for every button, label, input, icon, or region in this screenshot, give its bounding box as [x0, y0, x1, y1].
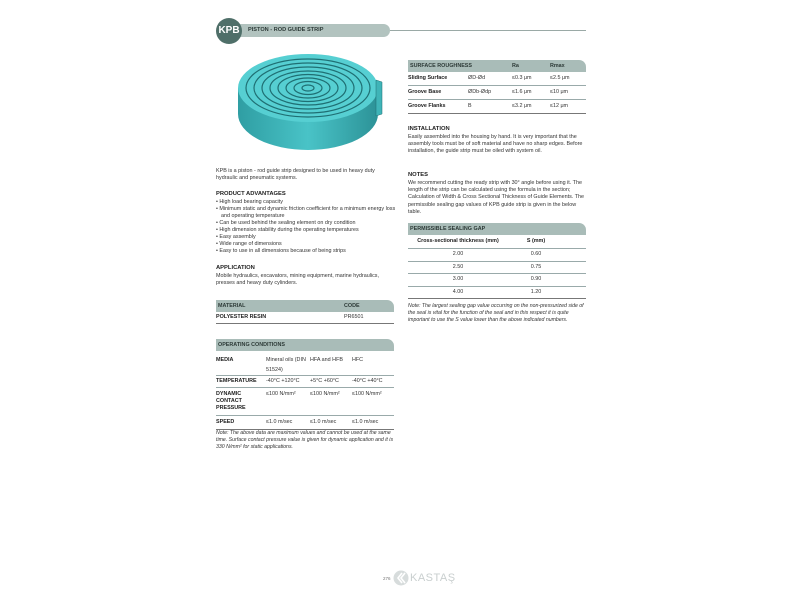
- table-row: [408, 274, 586, 287]
- row-label: SPEED: [216, 419, 235, 425]
- operating-table-title: OPERATING CONDITIONS: [218, 342, 285, 348]
- page-number: 276: [383, 576, 391, 581]
- ra-value: ≤0.3 μm: [512, 75, 532, 81]
- table-row: [408, 86, 586, 100]
- intro-text: KPB is a piston - rod guide strip designed to be used in heavy duty hydraulic and pneumatic systems.: [216, 168, 375, 182]
- material-name: POLYESTER RESIN: [216, 314, 267, 320]
- roughness-table-header: [408, 60, 586, 72]
- cell-value: ≤1.0 m/sec: [266, 419, 293, 425]
- header-surface-roughness: SURFACE ROUGHNESS: [410, 63, 472, 69]
- gap-column-headers: [408, 235, 586, 249]
- notes-section: [408, 172, 590, 217]
- thickness-value: 3.00: [452, 276, 464, 282]
- advantage-item: • Can be used behind the sealing element on dry condition: [216, 220, 396, 227]
- material-code: PR6501: [344, 314, 364, 320]
- header-material: MATERIAL: [218, 303, 246, 309]
- thickness-value: 2.00: [452, 251, 464, 257]
- product-advantages-section: [216, 191, 396, 255]
- advantage-item: • Easy assembly: [216, 234, 396, 241]
- row-label: MEDIA: [216, 357, 234, 363]
- advantage-item: • High load bearing capacity: [216, 199, 396, 206]
- gap-note: Note: The largest sealing gap value occurring on the non-pressurized side of the seal is vital for the function of the seal and in this respect it is quite important to use the S value lower than the above indicated numbers.: [408, 303, 584, 324]
- cell-value: ≤1.0 m/sec: [310, 419, 337, 425]
- row-label: TEMPERATURE: [216, 378, 257, 384]
- row-label: DYNAMIC CONTACT PRESSURE: [216, 391, 246, 411]
- brand-name: KASTAŞ: [410, 572, 456, 584]
- kastas-logo-icon: [393, 570, 409, 586]
- table-row: [408, 100, 586, 114]
- application-section: [216, 265, 396, 287]
- gap-table-title: PERMISSIBLE SEALING GAP: [410, 226, 486, 232]
- table-row: [216, 351, 394, 376]
- ra-value: ≤3.2 μm: [512, 103, 532, 109]
- header-rule: [390, 30, 586, 31]
- s-value: 0.75: [530, 263, 542, 270]
- header-thickness: Cross-sectional thickness (mm): [417, 238, 499, 244]
- thickness-value: 2.50: [452, 263, 464, 270]
- thickness-value: 4.00: [452, 288, 464, 295]
- header-s: S (mm): [526, 238, 546, 244]
- surface-symbol: ØD-Ød: [468, 75, 486, 81]
- application-text: Mobile hydraulics, excavators, mining equipment, marine hydraulics, presses and heavy duty cylinders.: [216, 272, 379, 286]
- table-row: [216, 376, 394, 388]
- table-row: [216, 312, 394, 324]
- cell-value: -40°C +40°C: [352, 378, 383, 384]
- cell-value: ≤1.0 m/sec: [352, 419, 379, 425]
- cell-value: Mineral oils (DIN 51524): [266, 357, 306, 373]
- material-table-header: [216, 300, 394, 312]
- installation-text: Easily assembled into the housing by hand. It is very important that the assembly tools must be of soft material and have no sharp edges. Before installation, the guide strip must be oiled with system oil.: [408, 133, 583, 155]
- installation-section: [408, 126, 590, 156]
- surface-symbol: B: [468, 103, 472, 109]
- cell-value: -40°C +120°C: [266, 378, 300, 384]
- surface-symbol: ØDb-Ødp: [468, 89, 492, 95]
- header-ra: Ra: [512, 63, 519, 69]
- advantage-item: • High dimension stability during the operating temperatures: [216, 227, 396, 234]
- material-table: [216, 300, 394, 324]
- table-row: [216, 416, 394, 430]
- gap-table-header: [408, 223, 586, 235]
- cell-value: HFA and HFB: [310, 357, 343, 363]
- guide-strip-image: [226, 50, 390, 162]
- product-code-badge: KPB: [216, 18, 242, 44]
- notes-text: We recommend cutting the ready strip with 30° angle before using it. The length of the strip can be calculated using the formula in the section; Calculation of Width & Cross Sectional Thickness of Guide Elements. The permissible sealing gap values of KPB guide strip is given in the below table.: [408, 179, 584, 216]
- notes-heading: NOTES: [408, 172, 428, 178]
- s-value: 1.20: [530, 288, 542, 295]
- cell-value: +5°C +60°C: [310, 378, 339, 384]
- operating-conditions-table: [216, 339, 394, 430]
- advantage-item: • Wide range of dimensions: [216, 241, 396, 248]
- cell-value: ≤100 N/mm²: [266, 391, 296, 397]
- surface-name: Groove Flanks: [408, 103, 446, 109]
- surface-roughness-table: [408, 60, 586, 114]
- header-rmax: Rmax: [550, 63, 565, 69]
- header-code: CODE: [344, 303, 360, 309]
- ra-value: ≤1.6 μm: [512, 89, 532, 95]
- operating-table-header: [216, 339, 394, 351]
- rmax-value: ≤2.5 μm: [550, 75, 570, 81]
- table-row: [408, 262, 586, 275]
- cell-value: ≤100 N/mm²: [352, 391, 382, 397]
- advantages-heading: PRODUCT ADVANTAGES: [216, 191, 286, 197]
- advantage-item: • Easy to use in all dimensions because of being strips: [216, 248, 396, 255]
- application-heading: APPLICATION: [216, 265, 255, 271]
- cell-value: HFC: [352, 357, 364, 363]
- s-value: 0.90: [530, 276, 542, 282]
- operating-note: Note: The above data are maximum values and cannot be used at the same time. Surface contact pressure value is given for dynamic application and it is 330 N/mm² for static applications.: [216, 430, 394, 451]
- table-row: [408, 72, 586, 86]
- advantage-item: • Minimum static and dynamic friction coefficient for a minimum energy loss and operating temperature: [216, 206, 396, 220]
- surface-name: Groove Base: [408, 89, 442, 95]
- page-title: PISTON - ROD GUIDE STRIP: [232, 24, 390, 37]
- surface-name: Sliding Surface: [408, 75, 448, 81]
- s-value: 0.60: [530, 251, 542, 257]
- table-row: [408, 287, 586, 300]
- installation-heading: INSTALLATION: [408, 126, 450, 132]
- rmax-value: ≤10 μm: [550, 89, 569, 95]
- table-row: [408, 249, 586, 262]
- cell-value: ≤100 N/mm²: [310, 391, 340, 397]
- rmax-value: ≤12 μm: [550, 103, 569, 109]
- table-row: [216, 388, 394, 416]
- sealing-gap-table: [408, 223, 586, 299]
